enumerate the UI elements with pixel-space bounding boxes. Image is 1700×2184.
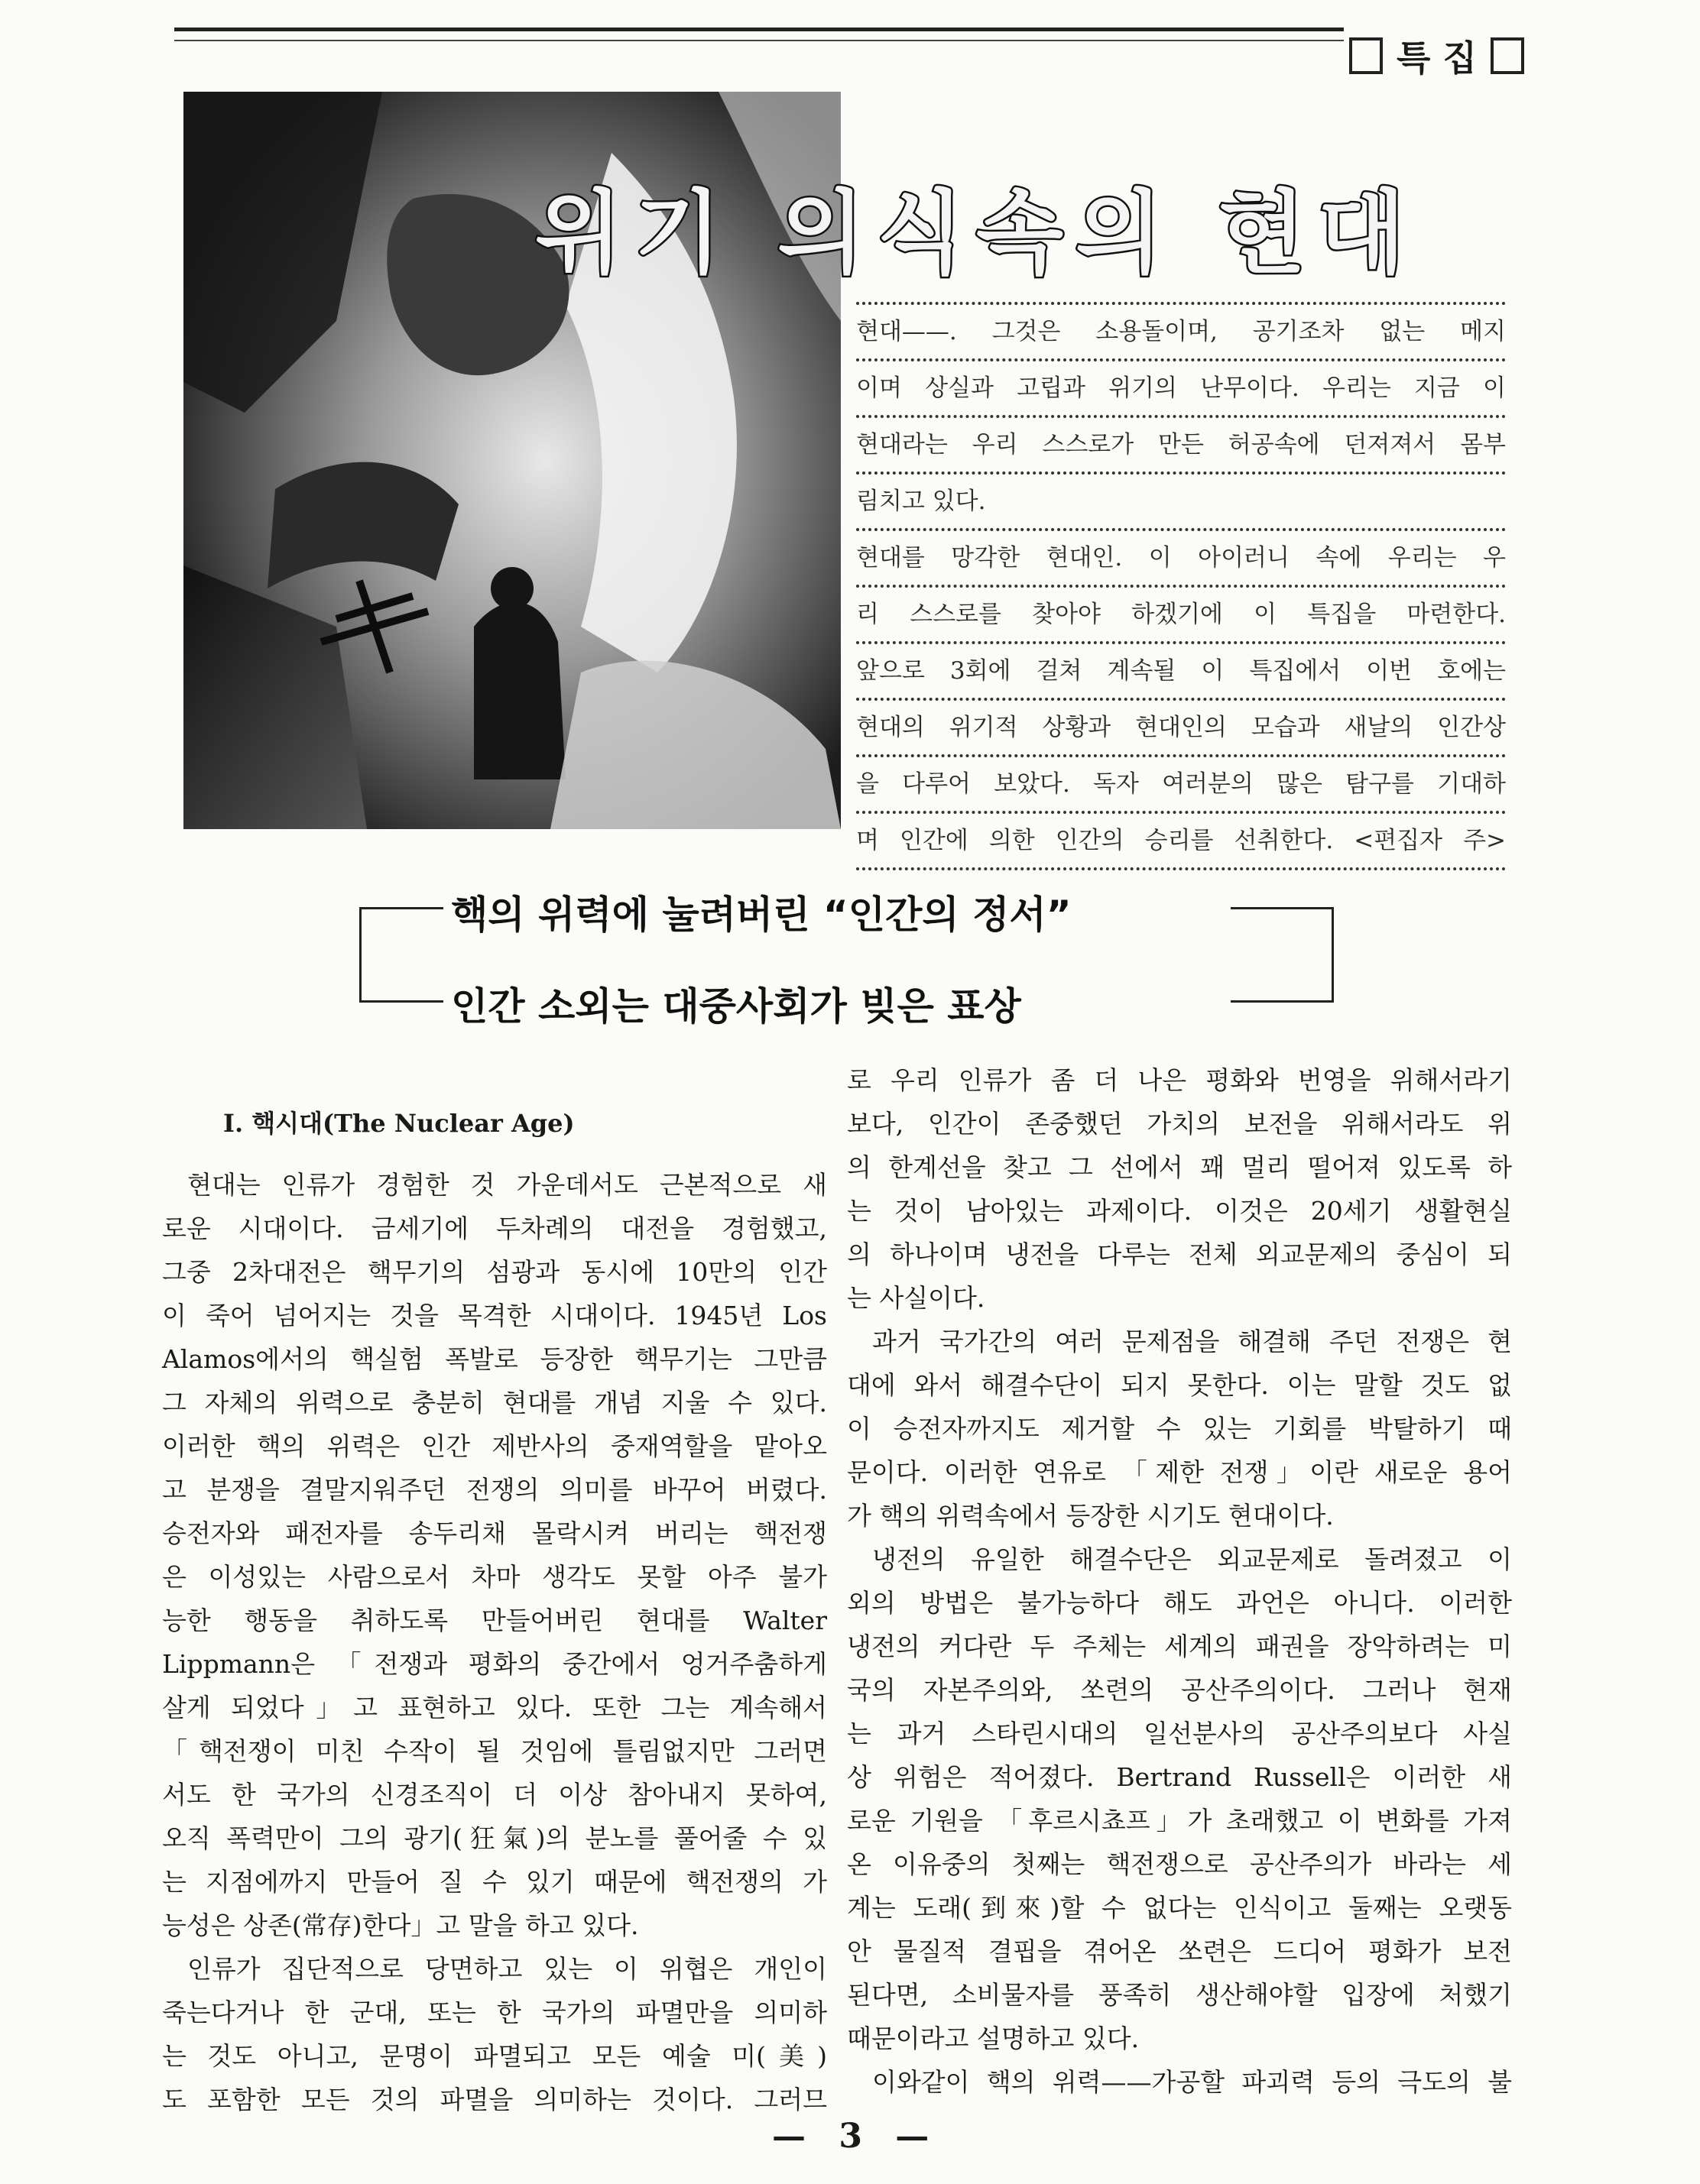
bracket-line	[1231, 907, 1334, 909]
right-column	[847, 1058, 1512, 2104]
section-heading: I. 핵시대(The Nuclear Age)	[223, 1109, 575, 1138]
text-line: 로운 시대이다. 금세기에 두차례의 대전을 경험했고,	[162, 1214, 827, 1243]
subtitle-line-1: 핵의 위력에 눌려버린 “인간의 정서”	[451, 893, 1072, 937]
text-line: 의 하나이며 냉전을 다루는 전체 외교문제의 중심이 되	[847, 1239, 1512, 1269]
square-icon	[1349, 37, 1383, 74]
text-line: 의 한계선을 찾고 그 선에서 꽤 멀리 떨어져 있도록 하	[847, 1152, 1512, 1182]
text-line: 는 과거 스타린시대의 일선분사의 공산주의보다 사실	[847, 1719, 1512, 1748]
header-rule	[174, 28, 1344, 31]
note-line: 현대라는 우리 스스로가 만든 허공속에 던져져서 몸부	[856, 418, 1506, 475]
text-line: 이 승전자까지도 제거할 수 있는 기회를 박탈하기 때	[847, 1414, 1512, 1444]
note-line: 을 다루어 보았다. 독자 여러분의 많은 탐구를 기대하	[856, 757, 1506, 814]
text-line: 상 위험은 적어졌다. Bertrand Russell은 이러한 새	[847, 1762, 1512, 1792]
text-line: Lippmann은 「전쟁과 평화의 중간에서 엉거주춤하게	[162, 1649, 827, 1679]
text-line: 고 분쟁을 결말지워주던 전쟁의 의미를 바꾸어 버렸다.	[162, 1475, 827, 1505]
bracket-line	[1332, 907, 1334, 1000]
text-line: 계는 도래(到來)할 수 없다는 인식이고 둘째는 오랫동	[847, 1893, 1512, 1923]
text-line: 가 핵의 위력속에서 등장한 시기도 현대이다.	[847, 1501, 1334, 1531]
text-line: 때문이라고 설명하고 있다.	[847, 2024, 1140, 2053]
header-rule-thin	[174, 40, 1344, 41]
note-line: 현대를 망각한 현대인. 이 아이러니 속에 우리는 우	[856, 531, 1506, 588]
text-line: 오직 폭력만이 그의 광기(狂氣)의 분노를 풀어줄 수 있	[162, 1823, 827, 1853]
text-line: 승전자와 패전자를 송두리채 몰락시켜 버리는 핵전쟁	[162, 1518, 827, 1548]
text-line: 과거 국가간의 여러 문제점을 해결해 주던 전쟁은 현	[872, 1327, 1512, 1356]
text-line: 는 것도 아니고, 문명이 파멸되고 모든 예술 미(美)	[162, 2041, 827, 2071]
note-line: 현대의 위기적 상황과 현대인의 모습과 새날의 인간상	[856, 701, 1506, 757]
text-line: 그중 2차대전은 핵무기의 섬광과 동시에 10만의 인간	[162, 1257, 827, 1287]
text-line: 능한 행동을 취하도록 만들어버린 현대를 Walter	[162, 1606, 827, 1635]
bracket-line	[1231, 1000, 1334, 1003]
text-line: 는 것이 남아있는 과제이다. 이것은 20세기 생활현실	[847, 1196, 1512, 1226]
section-tag	[1349, 31, 1524, 81]
text-line: 보다, 인간이 존중했던 가치의 보전을 위해서라도 위	[847, 1109, 1512, 1139]
text-line: 냉전의 유일한 해결수단은 외교문제로 돌려졌고 이	[872, 1544, 1512, 1574]
text-line: 된다면, 소비물자를 풍족히 생산해야할 입장에 처했기	[847, 1980, 1512, 2010]
note-line: 림치고 있다.	[856, 475, 1506, 531]
bracket-line	[359, 907, 362, 1000]
text-line: 온 이유중의 첫째는 핵전쟁으로 공산주의가 바라는 세	[847, 1849, 1512, 1879]
text-line: 국의 자본주의와, 쏘련의 공산주의이다. 그러나 현재	[847, 1675, 1512, 1705]
text-line: 안 물질적 결핍을 겪어온 쏘련은 드디어 평화가 보전	[847, 1936, 1512, 1966]
text-line: Alamos에서의 핵실험 폭발로 등장한 핵무기는 그만큼	[162, 1344, 827, 1374]
text-line: 대에 와서 해결수단이 되지 못한다. 이는 말할 것도 없	[847, 1370, 1512, 1400]
text-line: 이와같이 핵의 위력——가공할 파괴력 등의 극도의 불	[872, 2067, 1512, 2097]
text-line: 은 이성있는 사람으로서 차마 생각도 못할 아주 불가	[162, 1562, 827, 1592]
text-line: 도 포함한 모든 것의 파멸을 의미하는 것이다. 그러므	[162, 2085, 827, 2114]
page-number: — 3 —	[772, 2117, 940, 2156]
subtitle-box	[359, 890, 1334, 1029]
section-label: 특 집	[1397, 37, 1477, 79]
note-line: 앞으로 3회에 걸쳐 계속될 이 특집에서 이번 호에는	[856, 644, 1506, 701]
text-line: 냉전의 커다란 두 주체는 세계의 패권을 장악하려는 미	[847, 1632, 1512, 1661]
note-line: 리 스스로를 찾아야 하겠기에 이 특집을 마련한다.	[856, 588, 1506, 644]
bracket-line	[359, 907, 443, 909]
text-line: 로 우리 인류가 좀 더 나은 평화와 번영을 위해서라기	[847, 1065, 1512, 1095]
text-line: 살게 되었다」고 표현하고 있다. 또한 그는 계속해서	[162, 1693, 827, 1722]
text-line: 인류가 집단적으로 당면하고 있는 이 위협은 개인이	[187, 1954, 827, 1984]
text-line: 외의 방법은 불가능하다 해도 과언은 아니다. 이러한	[847, 1588, 1512, 1618]
text-line: 서도 한 국가의 신경조직이 더 이상 참아내지 못하여,	[162, 1780, 827, 1810]
text-line: 그 자체의 위력으로 충분히 현대를 개념 지울 수 있다.	[162, 1388, 827, 1418]
page-title: 위기 의식속의 현대	[535, 180, 1418, 286]
text-line: 죽는다거나 한 군대, 또는 한 국가의 파멸만을 의미하	[162, 1998, 827, 2027]
editor-note	[856, 302, 1506, 870]
text-line: 로운 기원을 「후르시쵸프」가 초래했고 이 변화를 가져	[847, 1806, 1512, 1836]
text-line: 는 사실이다.	[847, 1283, 985, 1313]
text-line: 는 지점에까지 만들어 질 수 있기 때문에 핵전쟁의 가	[162, 1867, 827, 1897]
text-line: 이러한 핵의 위력은 인간 제반사의 중재역할을 맡아오	[162, 1431, 827, 1461]
square-icon	[1491, 37, 1524, 74]
note-line: 현대——. 그것은 소용돌이며, 공기조차 없는 메지	[856, 305, 1506, 361]
text-line: 능성은 상존(常存)한다」고 말을 하고 있다.	[162, 1910, 639, 1940]
note-line: 이며 상실과 고립과 위기의 난무이다. 우리는 지금 이	[856, 361, 1506, 418]
text-line: 「핵전쟁이 미친 수작이 될 것임에 틀림없지만 그러면	[162, 1736, 827, 1766]
text-line: 현대는 인류가 경험한 것 가운데서도 근본적으로 새	[187, 1170, 827, 1200]
subtitle-line-2: 인간 소외는 대중사회가 빚은 표상	[451, 984, 1021, 1029]
left-column	[162, 1100, 827, 2121]
bracket-line	[359, 1000, 443, 1003]
text-line: 이 죽어 넘어지는 것을 목격한 시대이다. 1945년 Los	[162, 1301, 827, 1330]
text-line: 문이다. 이러한 연유로 「제한 전쟁」이란 새로운 용어	[847, 1457, 1512, 1487]
note-line: 며 인간에 의한 인간의 승리를 선취한다. <편집자 주>	[856, 814, 1506, 870]
